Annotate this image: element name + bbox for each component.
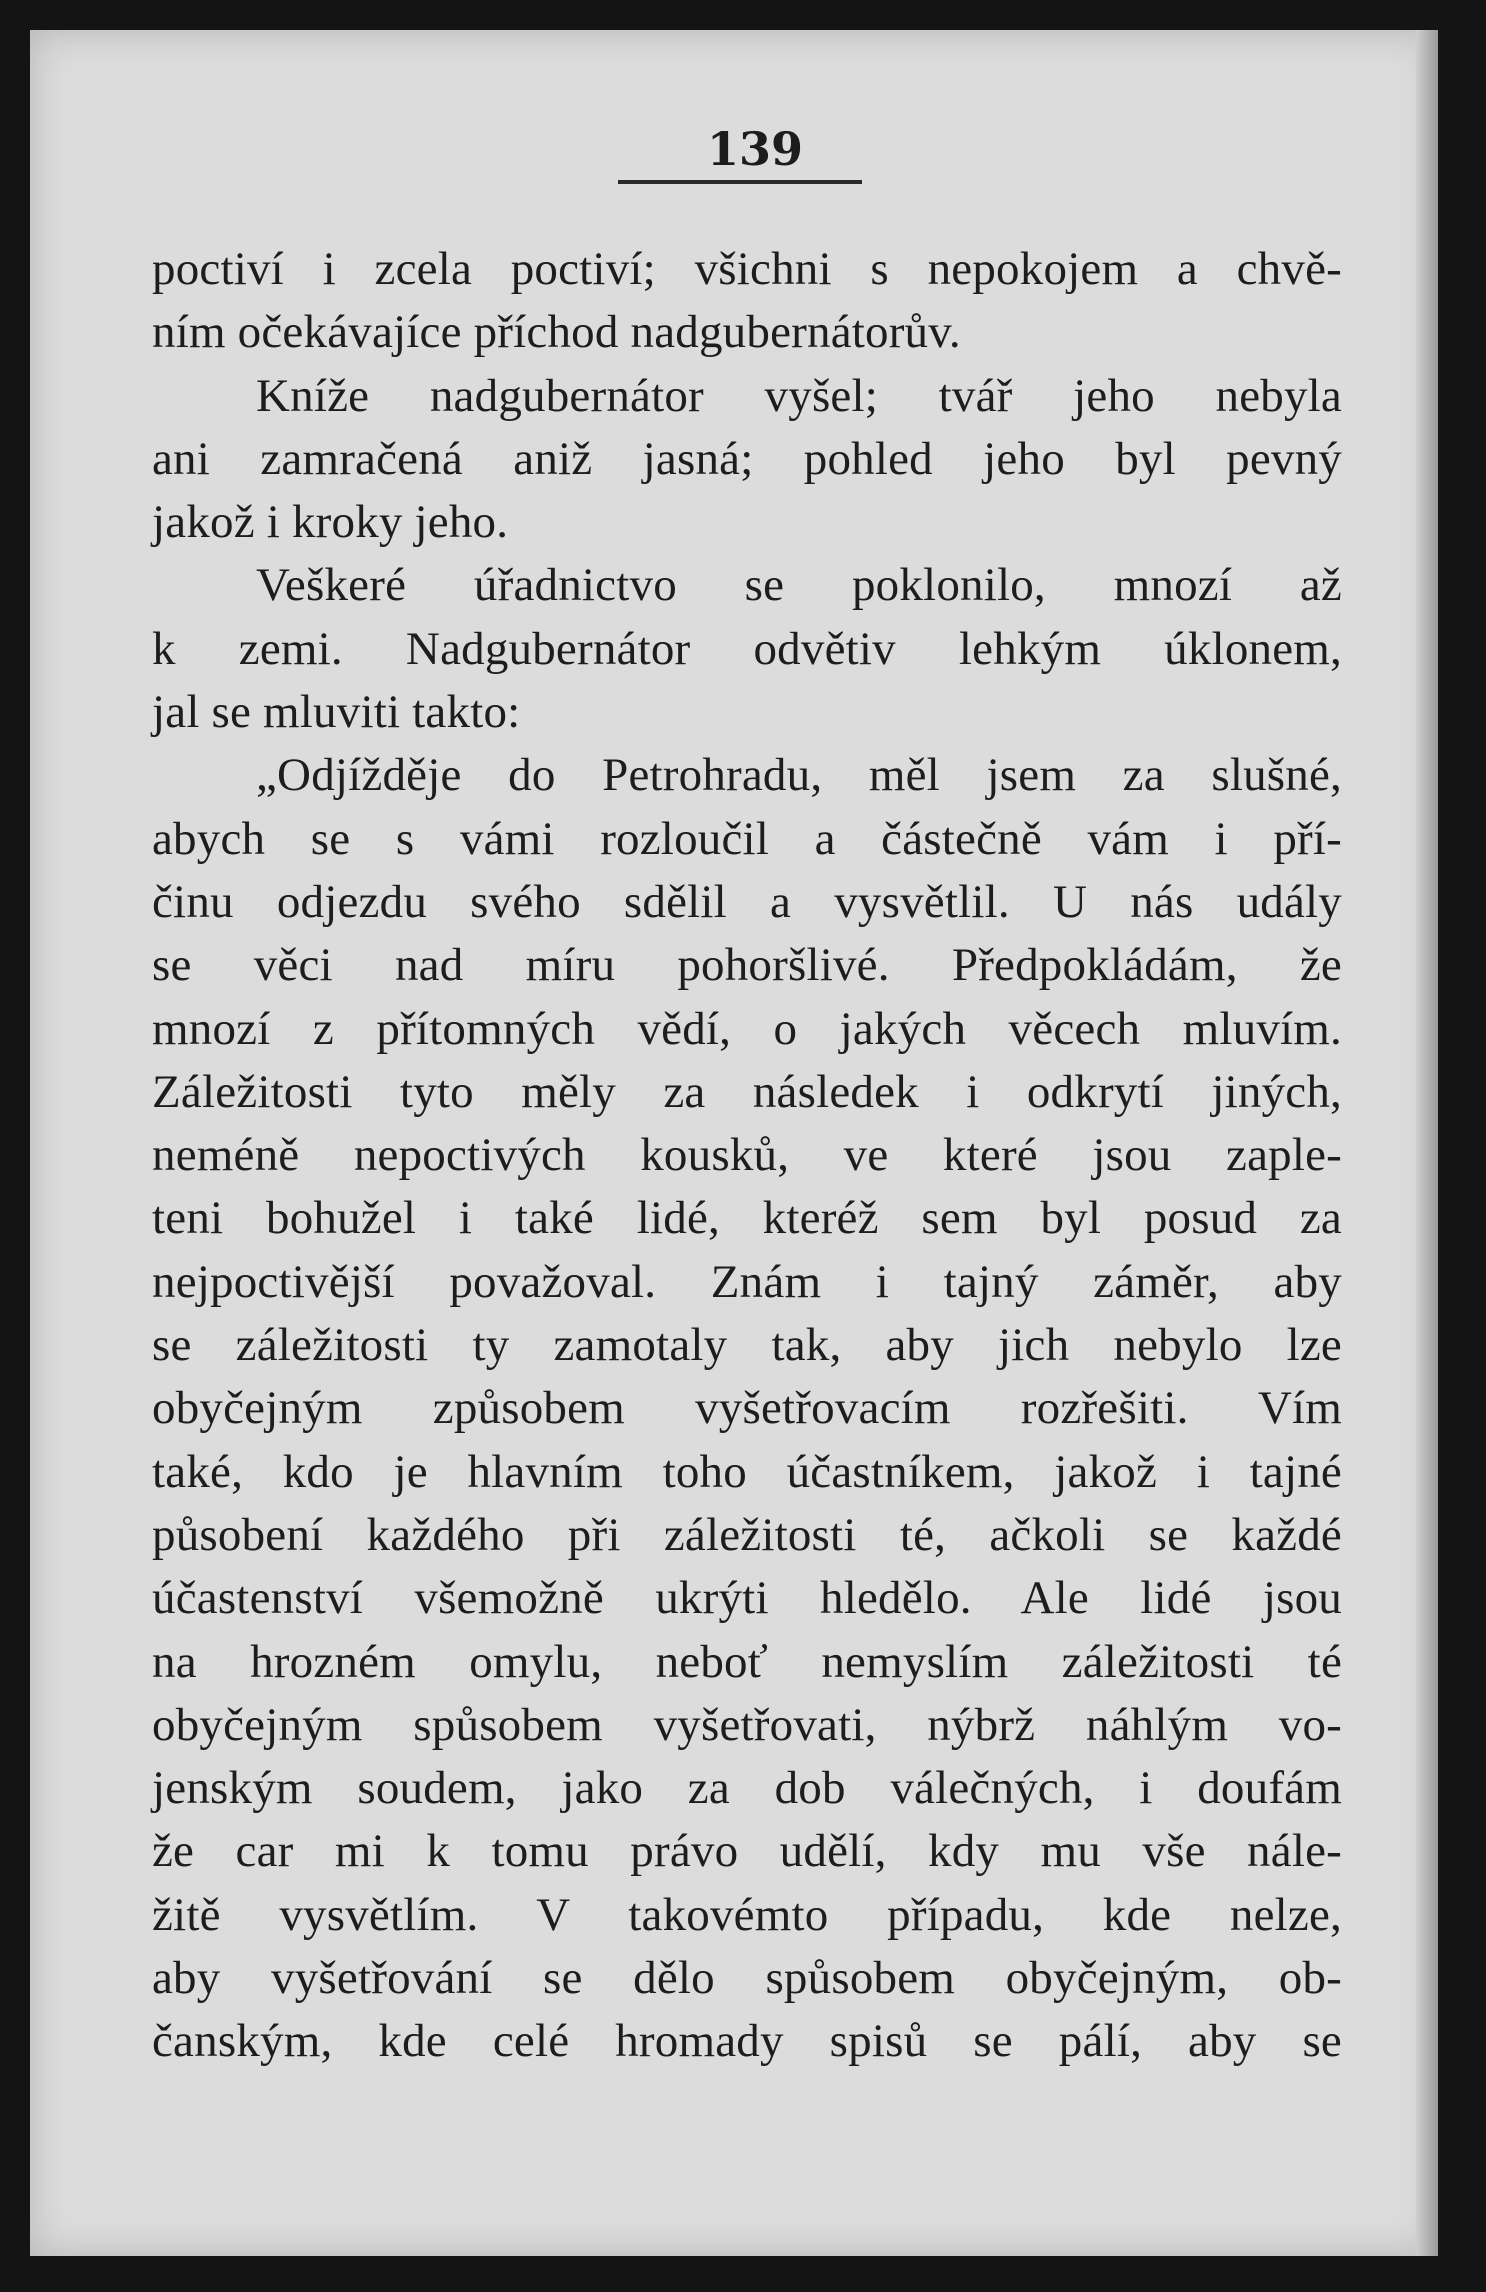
body-text (152, 238, 1342, 2074)
text-line: obyčejným spůsobem vyšetřovati, nýbrž náhlým vo- (152, 1698, 1342, 1751)
text-line: se záležitosti ty zamotaly tak, aby jich nebylo lze (152, 1319, 1342, 1372)
text-line: teni bohužel i také lidé, kteréž sem byl posud za (152, 1192, 1342, 1245)
text-line: Veškeré úřadnictvo se poklonilo, mnozí až (256, 559, 1342, 612)
text-line: působení každého při záležitosti té, ačkoli se každé (152, 1508, 1342, 1561)
text-line: Záležitosti tyto měly za následek i odkrytí jiných, (152, 1065, 1342, 1118)
text-line: činu odjezdu svého sdělil a vysvětlil. U nás udály (152, 875, 1342, 928)
text-line: na hrozném omylu, neboť nemyslím záležitosti té (152, 1635, 1342, 1688)
header-rule (618, 180, 862, 184)
text-line: se věci nad míru pohoršlivé. Předpokládám, že (152, 939, 1342, 992)
text-line: poctiví i zcela poctiví; všichni s nepokojem a chvě- (152, 243, 1342, 295)
text-line: jenským soudem, jako za dob válečných, i doufám (152, 1762, 1342, 1815)
text-line: aby vyšetřování se dělo spůsobem obyčejným, ob- (152, 1952, 1342, 2005)
text-line: mnozí z přítomných vědí, o jakých věcech mluvím. (152, 1002, 1342, 1055)
text-line: „Odjížděje do Petrohradu, měl jsem za slušné, (256, 749, 1342, 802)
text-line: nejpoctivější považoval. Znám i tajný záměr, aby (152, 1255, 1342, 1308)
text-line: ani zamračená aniž jasná; pohled jeho byl pevný (152, 432, 1342, 485)
text-line: obyčejným způsobem vyšetřovacím rozřešiti. Vím (152, 1382, 1342, 1435)
book-page (30, 30, 1438, 2256)
page-spine-edge (1416, 30, 1438, 2256)
text-line: jakož i kroky jeho. (152, 496, 509, 549)
text-line: také, kdo je hlavním toho účastníkem, jakož i tajné (152, 1445, 1342, 1498)
text-line: žitě vysvětlím. V takovémto případu, kde nelze, (152, 1888, 1342, 1941)
text-line: účastenství všemožně ukrýti hledělo. Ale lidé jsou (152, 1572, 1342, 1625)
text-line: neméně nepoctivých kousků, ve které jsou zaple- (152, 1129, 1342, 1182)
text-line: ním očekávajíce příchod nadgubernátorův. (152, 306, 961, 359)
text-line: k zemi. Nadgubernátor odvětiv lehkým úklonem, (152, 622, 1342, 675)
page-number: 139 (706, 122, 804, 176)
text-line: že car mi k tomu právo udělí, kdy mu vše nále- (152, 1825, 1342, 1878)
text-line: čanským, kde celé hromady spisů se pálí, aby se (152, 2015, 1342, 2068)
text-line: abych se s vámi rozloučil a částečně vám i pří- (152, 812, 1342, 865)
text-line: Kníže nadgubernátor vyšel; tvář jeho nebyla (256, 369, 1342, 422)
text-line: jal se mluviti takto: (152, 686, 521, 739)
